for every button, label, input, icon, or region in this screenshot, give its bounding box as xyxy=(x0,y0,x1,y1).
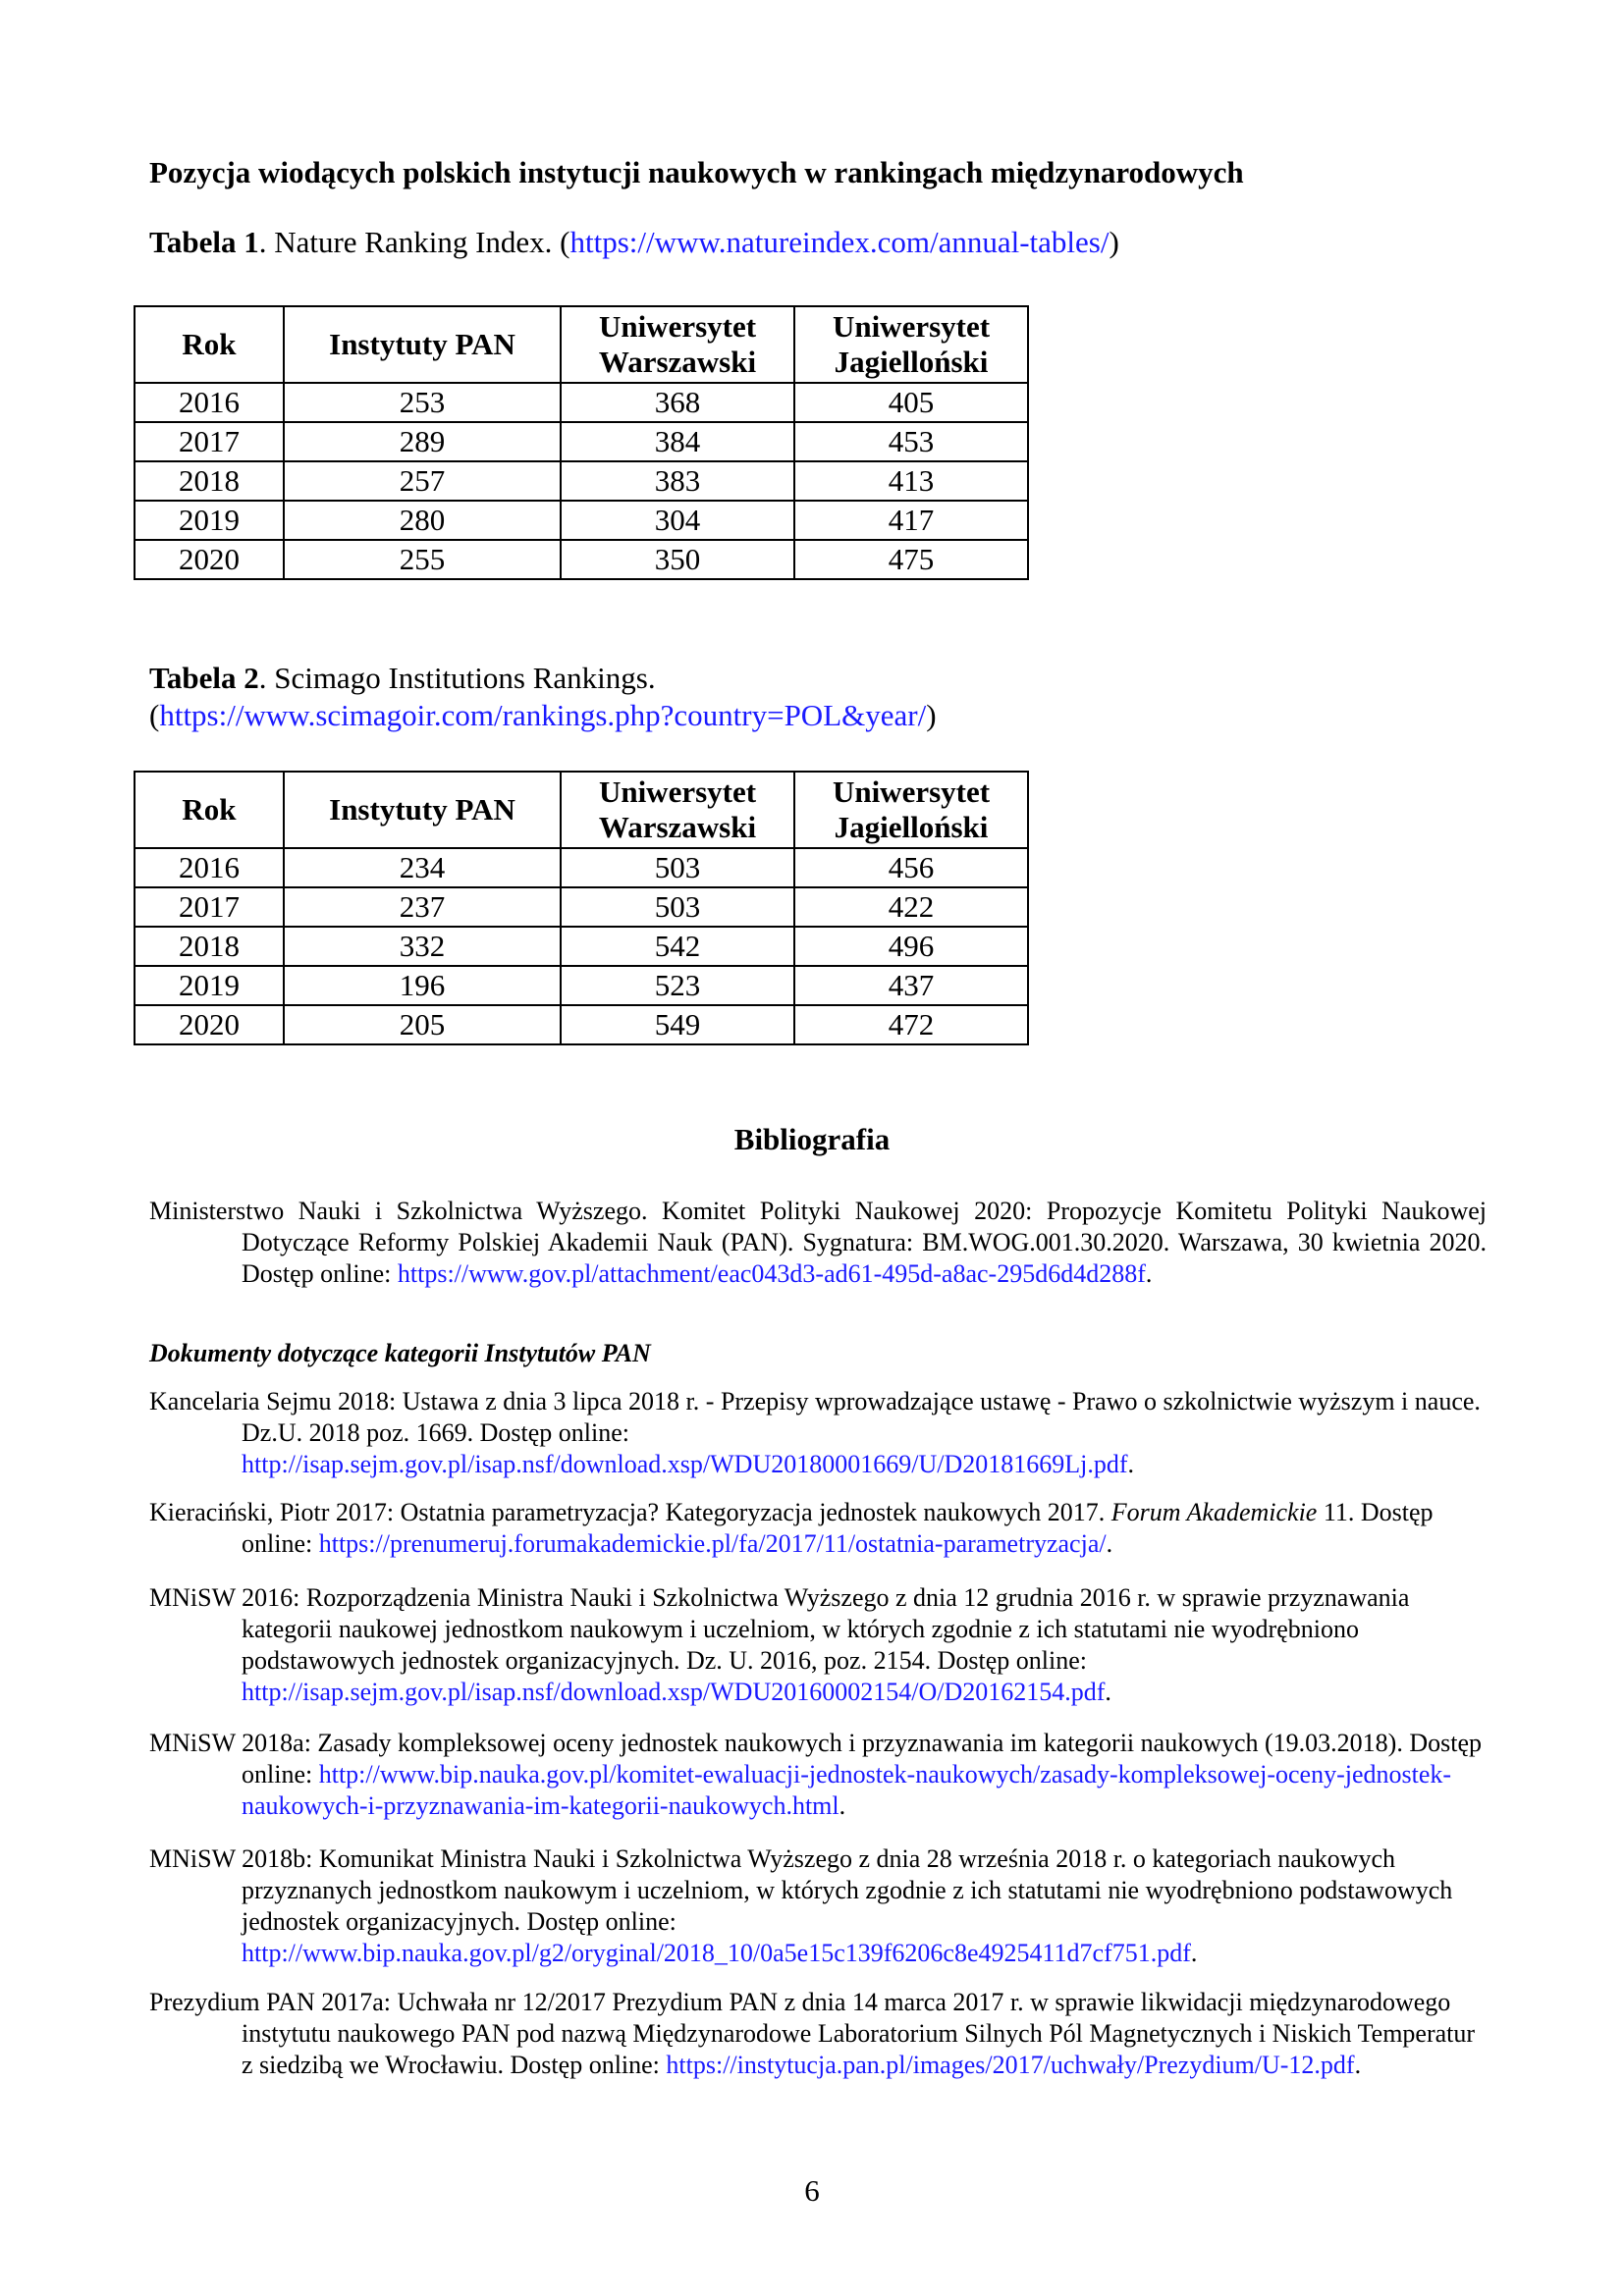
ref-text: Kancelaria Sejmu 2018: Ustawa z dnia 3 lipca 2018 r. - Przepisy wprowadzające ustawę - Prawo o szkolnictwie wyższym i nauce. Dz.U. 2018 poz. 1669. Dostęp online: xyxy=(149,1387,1481,1447)
ref-text: MNiSW 2016: Rozporządzenia Ministra Nauki i Szkolnictwa Wyższego z dnia 12 grudnia 2016 r. w sprawie przyznawania kategorii naukowej jednostkom naukowym i uczelniom, w których zgodnie z ich statutami nie wyodrębniono podstawowych jednostek organizacyjnych. Dz. U. 2016, poz. 2154. Dostęp online: xyxy=(149,1583,1410,1675)
table-cell: 234 xyxy=(284,848,561,887)
table-cell: 205 xyxy=(284,1005,561,1044)
table-cell: 332 xyxy=(284,927,561,966)
table2-link[interactable]: https://www.scimagoir.com/rankings.php?country=POL&year/ xyxy=(159,698,927,732)
table1-caption xyxy=(149,224,1119,261)
ref-link[interactable]: https://www.gov.pl/attachment/eac043d3-ad61-495d-a8ac-295d6d4d288f xyxy=(397,1259,1146,1288)
table-cell: 456 xyxy=(794,848,1028,887)
ref-text: MNiSW 2018b: Komunikat Ministra Nauki i Szkolnictwa Wyższego z dnia 28 września 2018 r. o kategoriach naukowych przyznanych jednostkom naukowym i uczelniom, w których zgodnie z ich statutami nie wyodrębniono podstawowych jednostek organizacyjnych. Dostęp online: xyxy=(149,1844,1453,1936)
table2-title: . Scimago Institutions Rankings. xyxy=(258,661,656,695)
table-cell: 257 xyxy=(284,461,561,501)
ref-link[interactable]: http://www.bip.nauka.gov.pl/komitet-ewaluacji-jednostek-naukowych/zasady-kompleksowej-oceny-jednostek-naukowych-i-przyznawania-im-kategorii-naukowych.html xyxy=(242,1760,1452,1820)
table-row xyxy=(135,927,1028,966)
ref-text: Ministerstwo Nauki i Szkolnictwa Wyższego. Komitet Polityki Naukowej 2020: Propozycje Komitetu Polityki Naukowej Dotyczące Reformy Polskiej Akademii Nauk (PAN). Sygnatura: BM.WOG.001.30.2020. Warszawa, 30 kwietnia 2020. Dostęp online: xyxy=(149,1197,1487,1288)
table-cell: 280 xyxy=(284,501,561,540)
bibliography-ref xyxy=(149,1497,1487,1560)
ref-link[interactable]: http://www.bip.nauka.gov.pl/g2/oryginal/2018_10/0a5e15c139f6206c8e4925411d7cf751.pdf xyxy=(242,1939,1191,1967)
table1-header-pan: Instytuty PAN xyxy=(284,306,561,383)
table-row xyxy=(135,848,1028,887)
table-cell: 2018 xyxy=(135,461,284,501)
table-cell: 542 xyxy=(561,927,794,966)
table2-header-pan: Instytuty PAN xyxy=(284,772,561,848)
ref-end: . xyxy=(1106,1529,1113,1558)
table-cell: 475 xyxy=(794,540,1028,579)
table-cell: 549 xyxy=(561,1005,794,1044)
table-cell: 453 xyxy=(794,422,1028,461)
table2-close: ) xyxy=(926,698,937,732)
bibliography-ref xyxy=(149,1386,1487,1480)
table-cell: 2017 xyxy=(135,422,284,461)
table-cell: 437 xyxy=(794,966,1028,1005)
table1-title: . Nature Ranking Index. ( xyxy=(258,225,570,259)
table-cell: 237 xyxy=(284,887,561,927)
ref-end: . xyxy=(839,1791,846,1820)
table-cell: 384 xyxy=(561,422,794,461)
ref-journal: Forum Akademickie xyxy=(1110,1498,1318,1526)
table1-header-uj: Uniwersytet Jagielloński xyxy=(794,306,1028,383)
table-cell: 2019 xyxy=(135,966,284,1005)
table1-link[interactable]: https://www.natureindex.com/annual-tables/ xyxy=(569,225,1110,259)
ref-end: . xyxy=(1145,1259,1153,1288)
table1-header-uw: Uniwersytet Warszawski xyxy=(561,306,794,383)
ref-end: . xyxy=(1354,2051,1362,2079)
table-row xyxy=(135,501,1028,540)
table-row xyxy=(135,1005,1028,1044)
ref-link[interactable]: https://prenumeruj.forumakademickie.pl/fa/2017/11/ostatnia-parametryzacja/ xyxy=(318,1529,1107,1558)
table-cell: 253 xyxy=(284,383,561,422)
table-row xyxy=(135,966,1028,1005)
ref-link[interactable]: http://isap.sejm.gov.pl/isap.nsf/download.xsp/WDU20160002154/O/D20162154.pdf xyxy=(242,1678,1106,1706)
table1-close: ) xyxy=(1109,225,1119,259)
table-row xyxy=(135,887,1028,927)
table-row xyxy=(135,461,1028,501)
table2-header-rok: Rok xyxy=(135,772,284,848)
bibliography-ref xyxy=(149,1987,1487,2081)
table-cell: 368 xyxy=(561,383,794,422)
table-cell: 2018 xyxy=(135,927,284,966)
table-cell: 422 xyxy=(794,887,1028,927)
table-row xyxy=(135,540,1028,579)
table-cell: 503 xyxy=(561,887,794,927)
table2-caption xyxy=(149,660,937,734)
table2 xyxy=(134,771,1029,1045)
table-cell: 503 xyxy=(561,848,794,887)
table-cell: 383 xyxy=(561,461,794,501)
table-cell: 2017 xyxy=(135,887,284,927)
ref-end: . xyxy=(1105,1678,1111,1706)
table-cell: 350 xyxy=(561,540,794,579)
bibliography-main-ref xyxy=(149,1196,1487,1290)
table2-label: Tabela 2 xyxy=(149,661,259,695)
table-cell: 472 xyxy=(794,1005,1028,1044)
ref-end: . xyxy=(1190,1939,1198,1967)
table-cell: 255 xyxy=(284,540,561,579)
page-heading: Pozycja wiodących polskich instytucji naukowych w rankingach międzynarodowych xyxy=(149,155,1244,189)
bibliography-title: Bibliografia xyxy=(733,1122,891,1156)
ref-text: MNiSW 2018a: Zasady kompleksowej oceny jednostek naukowych i przyznawania im kategorii naukowych (19.03.2018). Dostęp online: xyxy=(149,1729,1482,1789)
table-cell: 417 xyxy=(794,501,1028,540)
table-cell: 413 xyxy=(794,461,1028,501)
table-cell: 2020 xyxy=(135,540,284,579)
ref-text-2: 11. Dostęp online: xyxy=(242,1498,1434,1558)
table-cell: 289 xyxy=(284,422,561,461)
ref-text: Kieraciński, Piotr 2017: Ostatnia parametryzacja? Kategoryzacja jednostek naukowych 2017. xyxy=(149,1498,1111,1526)
ref-link[interactable]: http://isap.sejm.gov.pl/isap.nsf/download.xsp/WDU20180001669/U/D20181669Lj.pdf xyxy=(242,1450,1128,1478)
table1-label: Tabela 1 xyxy=(149,225,259,259)
table-cell: 405 xyxy=(794,383,1028,422)
bibliography-subheading: Dokumenty dotyczące kategorii Instytutów PAN xyxy=(149,1339,651,1367)
bibliography-ref xyxy=(149,1728,1487,1822)
table-row xyxy=(135,383,1028,422)
ref-link[interactable]: https://instytucja.pan.pl/images/2017/uchwały/Prezydium/U-12.pdf xyxy=(666,2051,1355,2079)
table1-header-row xyxy=(135,306,1028,383)
bibliography-ref xyxy=(149,1843,1487,1969)
table-cell: 2020 xyxy=(135,1005,284,1044)
table-cell: 304 xyxy=(561,501,794,540)
table-cell: 2016 xyxy=(135,383,284,422)
table2-header-uj: Uniwersytet Jagielloński xyxy=(794,772,1028,848)
table-cell: 523 xyxy=(561,966,794,1005)
ref-text: Prezydium PAN 2017a: Uchwała nr 12/2017 Prezydium PAN z dnia 14 marca 2017 r. w sprawie likwidacji międzynarodowego instytutu naukowego PAN pod nazwą Międzynarodowe Laboratorium Silnych Pól Magnetycznych i Niskich Temperatur z siedzibą we Wrocławiu. Dostęp online: xyxy=(149,1988,1476,2079)
page-number: 6 xyxy=(804,2173,820,2208)
table-cell: 196 xyxy=(284,966,561,1005)
table-cell: 496 xyxy=(794,927,1028,966)
table-row xyxy=(135,422,1028,461)
table1 xyxy=(134,305,1029,580)
table2-open: ( xyxy=(149,698,160,732)
table2-header-uw: Uniwersytet Warszawski xyxy=(561,772,794,848)
bibliography-ref xyxy=(149,1582,1487,1708)
table1-header-rok: Rok xyxy=(135,306,284,383)
table2-header-row xyxy=(135,772,1028,848)
table-cell: 2016 xyxy=(135,848,284,887)
table-cell: 2019 xyxy=(135,501,284,540)
ref-end: . xyxy=(1127,1450,1134,1478)
